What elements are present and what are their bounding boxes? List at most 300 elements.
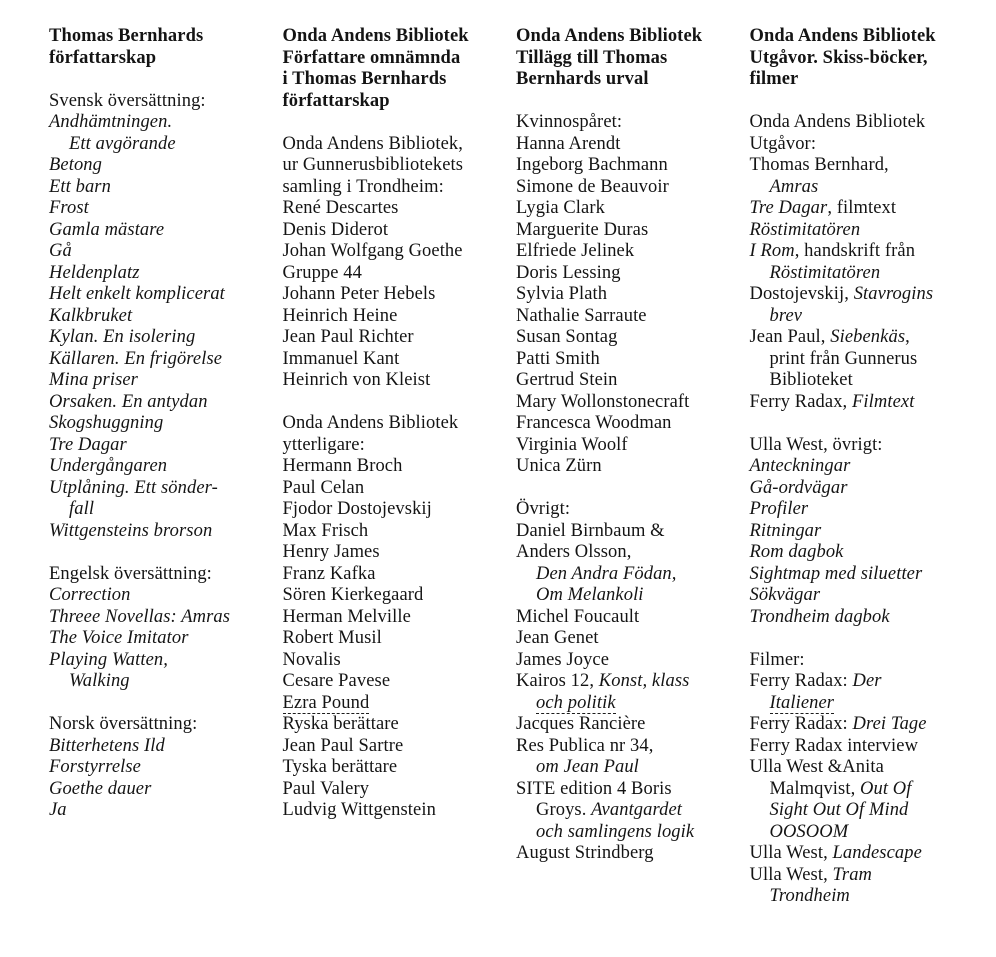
plain-text: Thomas Bernhard, bbox=[749, 155, 889, 175]
title-text: Sight Out Of Mind bbox=[769, 800, 909, 820]
entry-line bbox=[516, 155, 750, 177]
entry-line bbox=[49, 521, 283, 543]
entry-line bbox=[283, 757, 517, 779]
entry-line bbox=[283, 478, 517, 500]
plain-text: Groys. bbox=[536, 800, 592, 820]
plain-text: Marguerite Duras bbox=[516, 219, 649, 240]
entry-line bbox=[516, 607, 750, 629]
column-body bbox=[49, 91, 283, 822]
entry-line bbox=[750, 392, 984, 414]
entry-group bbox=[750, 435, 984, 629]
plain-text: Johann Peter Hebels bbox=[282, 284, 436, 304]
plain-text: Ferry Radax: bbox=[749, 714, 853, 734]
plain-text: René Descartes bbox=[282, 198, 399, 218]
entry-line bbox=[49, 628, 283, 650]
entry-line bbox=[516, 800, 750, 822]
entry-line bbox=[750, 198, 984, 220]
plain-text: Jean Paul Richter bbox=[282, 327, 414, 347]
plain-text: Anders Olsson, bbox=[516, 542, 632, 562]
plain-text: Tyska berättare bbox=[282, 757, 398, 777]
title-text: Röstimitatören bbox=[749, 219, 861, 240]
entry-line bbox=[283, 435, 517, 457]
entry-line bbox=[283, 499, 517, 521]
title-text: Orsaken. En antydan bbox=[49, 391, 208, 412]
entry-line bbox=[283, 284, 517, 306]
plain-text: Hermann Broch bbox=[282, 456, 403, 476]
entry-line bbox=[49, 757, 283, 779]
title-text: OOSOOM bbox=[769, 821, 849, 842]
entry-line bbox=[49, 736, 283, 758]
entry-line bbox=[49, 413, 283, 435]
entry-line bbox=[516, 327, 750, 349]
entry-line bbox=[283, 521, 517, 543]
entry-line bbox=[283, 456, 517, 478]
entry-group bbox=[49, 714, 283, 822]
title-text: Utplåning. Ett sönder- bbox=[49, 477, 218, 498]
plain-text: Hanna Arendt bbox=[516, 133, 621, 154]
title-text: Out Of bbox=[860, 778, 912, 799]
column-body bbox=[750, 112, 984, 908]
plain-text: Francesca Woodman bbox=[516, 413, 672, 433]
title-text: Helt enkelt komplicerat bbox=[49, 284, 225, 304]
entry-line bbox=[283, 177, 517, 199]
plain-text: Mary Wollonstonecraft bbox=[516, 391, 690, 412]
plain-text: Denis Diderot bbox=[282, 219, 389, 240]
plain-text: Norsk översättning: bbox=[49, 714, 198, 734]
entry-line bbox=[49, 671, 283, 693]
entry-line bbox=[283, 736, 517, 758]
plain-text: Herman Melville bbox=[282, 606, 411, 627]
title-text: Anteckningar bbox=[749, 456, 851, 476]
entry-line bbox=[283, 241, 517, 263]
plain-text: ytterligare: bbox=[282, 434, 365, 455]
title-text: Ett avgörande bbox=[69, 133, 176, 154]
entry-line bbox=[750, 542, 984, 564]
entry-line bbox=[750, 499, 984, 521]
plain-text: Johan Wolfgang Goethe bbox=[282, 241, 463, 261]
entry-line bbox=[49, 800, 283, 822]
entry-line bbox=[49, 392, 283, 414]
title-text: Röstimitatören bbox=[769, 262, 881, 283]
entry-line bbox=[750, 456, 984, 478]
column-heading-line: Onda Andens Bibliotek bbox=[749, 26, 936, 46]
entry-line bbox=[49, 349, 283, 371]
entry-line bbox=[750, 220, 984, 242]
entry-line bbox=[49, 478, 283, 500]
entry-line bbox=[516, 284, 750, 306]
entry-line bbox=[750, 177, 984, 199]
column-forfattare-omnamnda bbox=[283, 26, 517, 822]
entry-line bbox=[516, 585, 750, 607]
column-heading-line: Tillägg till Thomas bbox=[516, 47, 668, 68]
entry-group bbox=[750, 112, 984, 413]
plain-text: Res Publica nr 34, bbox=[516, 735, 654, 756]
plain-text: Paul Celan bbox=[282, 477, 365, 498]
plain-text: Lygia Clark bbox=[516, 198, 605, 218]
entry-line bbox=[283, 413, 517, 435]
plain-text: Robert Musil bbox=[282, 628, 382, 648]
column-body bbox=[516, 112, 750, 865]
entry-line bbox=[750, 693, 984, 715]
entry-line bbox=[750, 370, 984, 392]
entry-line bbox=[283, 671, 517, 693]
entry-line bbox=[516, 112, 750, 134]
plain-text: Svensk översättning: bbox=[49, 90, 206, 111]
entry-line bbox=[49, 714, 283, 736]
entry-line bbox=[49, 607, 283, 629]
plain-text: Cesare Pavese bbox=[282, 671, 391, 691]
entry-line bbox=[516, 736, 750, 758]
plain-text: Kvinnospåret: bbox=[516, 112, 623, 132]
entry-line bbox=[283, 263, 517, 285]
plain-text: Ferry Radax: bbox=[749, 671, 853, 691]
plain-text: Henry James bbox=[282, 542, 380, 562]
entry-line bbox=[750, 736, 984, 758]
column-utgavor-skissbocker-filmer bbox=[750, 26, 984, 908]
title-text: Bitterhetens Ild bbox=[49, 735, 165, 756]
entry-line bbox=[49, 220, 283, 242]
plain-text: Ferry Radax interview bbox=[749, 735, 919, 756]
entry-line bbox=[49, 263, 283, 285]
column-heading-line: filmer bbox=[749, 69, 799, 89]
entry-line bbox=[49, 155, 283, 177]
entry-line bbox=[283, 198, 517, 220]
entry-line bbox=[750, 865, 984, 887]
title-text: Gamla mästare bbox=[49, 219, 165, 240]
title-text: I Rom bbox=[749, 241, 795, 261]
plain-text: Sören Kierkegaard bbox=[282, 585, 424, 605]
entry-line bbox=[283, 370, 517, 392]
entry-line bbox=[283, 693, 517, 715]
entry-line bbox=[516, 134, 750, 156]
entry-line bbox=[49, 435, 283, 457]
title-text: Ett barn bbox=[49, 176, 111, 197]
entry-line bbox=[516, 628, 750, 650]
entry-group bbox=[750, 650, 984, 908]
column-heading-line: Onda Andens Bibliotek bbox=[282, 26, 469, 46]
title-text: Threee Novellas: Amras bbox=[49, 606, 231, 627]
plain-text: James Joyce bbox=[516, 649, 610, 670]
plain-text: Jacques Rancière bbox=[516, 714, 646, 734]
entry-line bbox=[516, 220, 750, 242]
entry-line bbox=[283, 306, 517, 328]
plain-text: Sylvia Plath bbox=[516, 284, 608, 304]
entry-line bbox=[516, 757, 750, 779]
entry-line bbox=[283, 779, 517, 801]
entry-line bbox=[750, 843, 984, 865]
title-text: Gå bbox=[49, 241, 72, 261]
title-text: Frost bbox=[49, 198, 89, 218]
entry-line bbox=[750, 112, 984, 134]
plain-text: Novalis bbox=[282, 649, 341, 670]
plain-text: Franz Kafka bbox=[282, 563, 376, 584]
entry-line bbox=[750, 155, 984, 177]
entry-line bbox=[516, 263, 750, 285]
column-body bbox=[283, 134, 517, 822]
plain-text: Doris Lessing bbox=[516, 262, 621, 283]
title-text: Forstyrrelse bbox=[49, 757, 141, 777]
entry-line bbox=[516, 435, 750, 457]
title-text: och politik bbox=[536, 692, 616, 713]
plain-text: Onda Andens Bibliotek bbox=[749, 112, 926, 132]
title-text: Sökvägar bbox=[749, 585, 821, 605]
plain-text: August Strindberg bbox=[516, 843, 654, 863]
column-heading bbox=[750, 26, 984, 91]
entry-line bbox=[283, 155, 517, 177]
plain-text: Paul Valery bbox=[282, 778, 370, 799]
entry-line bbox=[516, 564, 750, 586]
plain-text: Ulla West, bbox=[749, 864, 833, 885]
plain-text: ur Gunnerusbibliotekets bbox=[282, 155, 464, 175]
plain-text: Onda Andens Bibliotek bbox=[282, 413, 459, 433]
title-text: Italiener bbox=[769, 692, 835, 713]
title-text: The Voice Imitator bbox=[49, 628, 189, 648]
plain-text: samling i Trondheim: bbox=[282, 176, 444, 197]
entry-line bbox=[516, 542, 750, 564]
plain-text: Jean Paul, bbox=[749, 327, 831, 347]
entry-line bbox=[750, 607, 984, 629]
entry-line bbox=[516, 306, 750, 328]
entry-line bbox=[49, 456, 283, 478]
entry-line bbox=[283, 585, 517, 607]
entry-line bbox=[283, 650, 517, 672]
entry-line bbox=[516, 177, 750, 199]
entry-line bbox=[516, 714, 750, 736]
entry-line bbox=[516, 349, 750, 371]
title-text: Goethe dauer bbox=[49, 778, 152, 799]
entry-group bbox=[283, 134, 517, 392]
plain-text: Susan Sontag bbox=[516, 327, 618, 347]
title-text: brev bbox=[769, 305, 803, 326]
entry-line bbox=[750, 263, 984, 285]
plain-text: Kairos 12, bbox=[516, 671, 599, 691]
title-text: Filmtext bbox=[852, 391, 915, 412]
plain-text: Fjodor Dostojevskij bbox=[282, 499, 432, 519]
plain-text: Ulla West &Anita bbox=[749, 757, 884, 777]
plain-text: Ingeborg Bachmann bbox=[516, 155, 668, 175]
entry-line bbox=[750, 306, 984, 328]
title-text: Walking bbox=[69, 671, 130, 691]
entry-line bbox=[516, 843, 750, 865]
entry-line bbox=[750, 435, 984, 457]
title-text: Om Melankoli bbox=[536, 585, 644, 605]
title-text: Avantgardet bbox=[591, 800, 683, 820]
entry-line bbox=[516, 693, 750, 715]
title-text: Playing Watten, bbox=[49, 649, 168, 670]
title-text: och samlingens logik bbox=[536, 821, 695, 842]
plain-text: Jean Genet bbox=[516, 628, 599, 648]
entry-line bbox=[516, 392, 750, 414]
column-heading bbox=[49, 26, 283, 69]
entry-line bbox=[750, 800, 984, 822]
title-text: Rom dagbok bbox=[749, 542, 844, 562]
entry-line bbox=[516, 521, 750, 543]
entry-line bbox=[516, 779, 750, 801]
entry-line bbox=[49, 198, 283, 220]
entry-line bbox=[750, 284, 984, 306]
plain-text: Elfriede Jelinek bbox=[516, 241, 635, 261]
plain-text: Ulla West, bbox=[749, 843, 833, 863]
title-text: Andhämtningen. bbox=[49, 112, 173, 132]
entry-line bbox=[516, 671, 750, 693]
title-text: Trondheim dagbok bbox=[749, 606, 890, 627]
title-text: Stavrogins bbox=[853, 284, 934, 304]
entry-group bbox=[516, 499, 750, 865]
plain-text: SITE edition 4 Boris bbox=[516, 778, 672, 799]
entry-line bbox=[49, 177, 283, 199]
column-heading-line: Bernhards urval bbox=[516, 69, 649, 89]
plain-text: Filmer: bbox=[749, 649, 805, 670]
entry-line bbox=[283, 800, 517, 822]
plain-text: Heinrich von Kleist bbox=[282, 370, 431, 390]
plain-text: Unica Zürn bbox=[516, 456, 602, 476]
plain-text: Immanuel Kant bbox=[282, 348, 400, 369]
entry-line bbox=[516, 499, 750, 521]
plain-text: Heinrich Heine bbox=[282, 305, 398, 326]
entry-line bbox=[49, 650, 283, 672]
plain-text: Dostojevskij, bbox=[749, 284, 854, 304]
title-text: Tre Dagar bbox=[749, 198, 828, 218]
entry-line bbox=[516, 650, 750, 672]
entry-line bbox=[49, 370, 283, 392]
entry-line bbox=[49, 585, 283, 607]
plain-text: Gertrud Stein bbox=[516, 370, 618, 390]
column-heading-line: Onda Andens Bibliotek bbox=[516, 26, 703, 46]
entry-group bbox=[283, 413, 517, 822]
plain-text: Biblioteket bbox=[769, 370, 853, 390]
title-text: Ritningar bbox=[749, 520, 822, 541]
column-heading-line: Utgåvor. Skiss-böcker, bbox=[749, 47, 928, 68]
title-text: Skogshuggning bbox=[49, 413, 164, 433]
plain-text: Daniel Birnbaum & bbox=[516, 520, 665, 541]
entry-line bbox=[49, 134, 283, 156]
title-text: Kylan. En isolering bbox=[49, 327, 196, 347]
entry-line bbox=[750, 327, 984, 349]
column-heading bbox=[516, 26, 750, 91]
plain-text: Jean Paul Sartre bbox=[282, 735, 404, 756]
entry-line bbox=[49, 284, 283, 306]
plain-text: Max Frisch bbox=[282, 520, 369, 541]
entry-line bbox=[750, 585, 984, 607]
entry-line bbox=[516, 241, 750, 263]
plain-text: Patti Smith bbox=[516, 348, 600, 369]
plain-text: Ryska berättare bbox=[282, 714, 399, 734]
title-text: Heldenplatz bbox=[49, 262, 140, 283]
plain-text: Utgåvor: bbox=[749, 133, 817, 154]
entry-line bbox=[49, 779, 283, 801]
entry-line bbox=[49, 306, 283, 328]
entry-line bbox=[283, 134, 517, 156]
title-text: Amras bbox=[769, 176, 819, 197]
title-text: Der bbox=[852, 671, 882, 691]
title-text: Mina priser bbox=[49, 370, 138, 390]
entry-line bbox=[750, 134, 984, 156]
entry-line bbox=[49, 91, 283, 113]
entry-line bbox=[750, 779, 984, 801]
title-text: Betong bbox=[49, 155, 103, 175]
entry-line bbox=[283, 327, 517, 349]
entry-line bbox=[750, 714, 984, 736]
title-text: Wittgensteins brorson bbox=[49, 520, 213, 541]
column-heading bbox=[283, 26, 517, 112]
entry-line bbox=[283, 349, 517, 371]
title-text: Trondheim bbox=[769, 886, 850, 906]
plain-text: Engelsk översättning: bbox=[49, 563, 212, 584]
plain-text: print från Gunnerus bbox=[769, 348, 918, 369]
entry-line bbox=[283, 628, 517, 650]
entry-line bbox=[516, 413, 750, 435]
plain-text: , handskrift från bbox=[794, 241, 916, 261]
title-text: fall bbox=[69, 499, 95, 519]
entry-line bbox=[49, 564, 283, 586]
entry-line bbox=[516, 370, 750, 392]
title-text: Tram bbox=[832, 864, 873, 885]
entry-line bbox=[750, 564, 984, 586]
entry-line bbox=[283, 542, 517, 564]
plain-text: Ferry Radax, bbox=[749, 391, 853, 412]
title-text: Den Andra Födan, bbox=[536, 563, 677, 584]
plain-text: , bbox=[905, 327, 910, 347]
title-text: Konst, klass bbox=[598, 671, 690, 691]
title-text: Kalkbruket bbox=[49, 305, 133, 326]
title-text: Landescape bbox=[832, 843, 922, 863]
title-text: Siebenkäs bbox=[830, 327, 906, 347]
entry-group bbox=[49, 564, 283, 693]
plain-text: Nathalie Sarraute bbox=[516, 305, 647, 326]
plain-text: Onda Andens Bibliotek, bbox=[282, 133, 464, 154]
entry-line bbox=[283, 607, 517, 629]
column-tillagg-till-thomas-bernhards-urval bbox=[516, 26, 750, 865]
entry-line bbox=[750, 650, 984, 672]
entry-line bbox=[750, 478, 984, 500]
entry-line bbox=[516, 198, 750, 220]
title-text: Profiler bbox=[749, 499, 809, 519]
column-heading-line: Thomas Bernhards bbox=[49, 26, 204, 46]
title-text: Sightmap med siluetter bbox=[749, 563, 923, 584]
title-text: Drei Tage bbox=[852, 714, 927, 734]
entry-line bbox=[516, 456, 750, 478]
plain-text: Ezra Pound bbox=[282, 692, 370, 713]
entry-line bbox=[750, 671, 984, 693]
column-thomas-bernhards-forfattarskap bbox=[49, 26, 283, 822]
entry-line bbox=[516, 822, 750, 844]
column-heading-line: författarskap bbox=[282, 90, 390, 111]
title-text: om Jean Paul bbox=[536, 757, 639, 777]
entry-line bbox=[283, 564, 517, 586]
entry-group bbox=[516, 112, 750, 478]
plain-text: Ulla West, övrigt: bbox=[749, 434, 883, 455]
entry-line bbox=[49, 327, 283, 349]
title-text: Källaren. En frigörelse bbox=[49, 348, 223, 369]
entry-line bbox=[49, 499, 283, 521]
plain-text: Simone de Beauvoir bbox=[516, 176, 669, 197]
column-heading-line: i Thomas Bernhards bbox=[282, 69, 447, 89]
plain-text: , filmtext bbox=[827, 198, 897, 218]
plain-text: Övrigt: bbox=[516, 499, 571, 519]
title-text: Tre Dagar bbox=[49, 434, 127, 455]
entry-line bbox=[283, 220, 517, 242]
entry-line bbox=[49, 241, 283, 263]
entry-line bbox=[49, 112, 283, 134]
plain-text: Malmqvist, bbox=[769, 778, 861, 799]
entry-line bbox=[750, 521, 984, 543]
title-text: Undergångaren bbox=[49, 456, 168, 476]
entry-line bbox=[750, 241, 984, 263]
entry-line bbox=[750, 757, 984, 779]
entry-group bbox=[49, 91, 283, 543]
plain-text: Michel Foucault bbox=[516, 606, 640, 627]
title-text: Ja bbox=[49, 800, 67, 820]
